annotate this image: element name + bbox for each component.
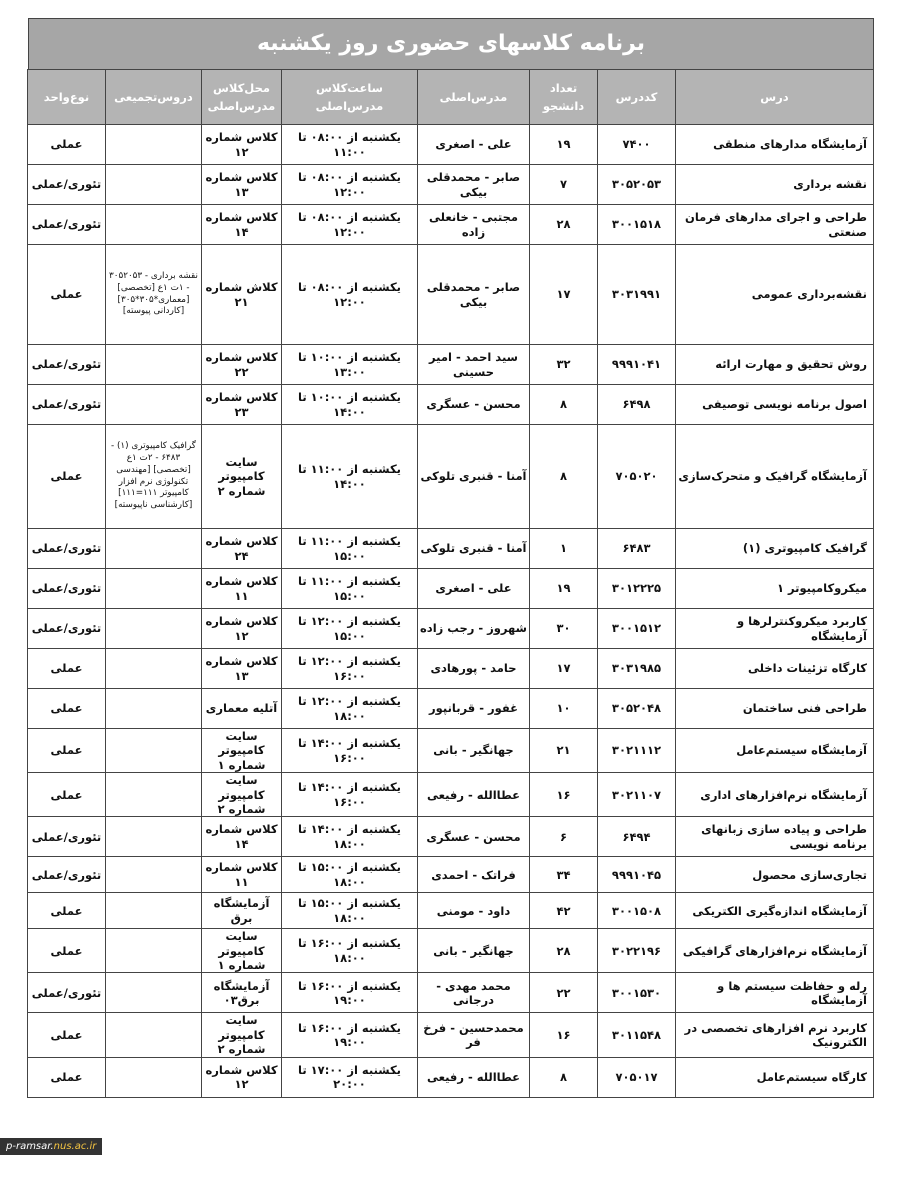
table-row (28, 729, 874, 773)
footer-domain: nus.ac.ir (53, 1141, 97, 1152)
cell-location: کلاس شماره ۲۴ (202, 529, 282, 569)
cell-code: ۳۰۰۱۵۱۸ (598, 205, 676, 245)
cell-location: آزمایشگاه برق۰۳ (202, 973, 282, 1013)
cell-teacher: حامد - پورهادی (418, 649, 530, 689)
cell-time: یکشنبه از ۱۱:۰۰ تا ۱۵:۰۰ (282, 569, 418, 609)
cell-time: یکشنبه از ۱۴:۰۰ تا ۱۶:۰۰ (282, 729, 418, 773)
schedule-table (27, 69, 874, 1098)
cell-location: کلاس شماره ۱۱ (202, 569, 282, 609)
cell-combined (106, 929, 202, 973)
cell-students: ۲۸ (530, 205, 598, 245)
cell-code: ۳۰۲۲۱۹۶ (598, 929, 676, 973)
cell-code: ۷۰۵۰۲۰ (598, 425, 676, 529)
cell-students: ۸ (530, 425, 598, 529)
table-row (28, 649, 874, 689)
cell-code: ۳۰۲۱۱۰۷ (598, 773, 676, 817)
table-row (28, 929, 874, 973)
cell-students: ۱ (530, 529, 598, 569)
cell-course: طراحی فنی ساختمان (676, 689, 874, 729)
cell-teacher: عطاالله - رفیعی (418, 1057, 530, 1097)
cell-students: ۳۲ (530, 345, 598, 385)
cell-code: ۳۰۳۱۹۹۱ (598, 245, 676, 345)
header-unit-type: نوع‌واحد (28, 70, 106, 125)
table-row (28, 893, 874, 929)
cell-course: کارگاه سیستم‌عامل (676, 1057, 874, 1097)
cell-code: ۷۰۵۰۱۷ (598, 1057, 676, 1097)
cell-time: یکشنبه از ۱۴:۰۰ تا ۱۸:۰۰ (282, 817, 418, 857)
cell-students: ۱۹ (530, 125, 598, 165)
cell-code: ۳۰۱۱۵۴۸ (598, 1013, 676, 1057)
table-row (28, 385, 874, 425)
cell-teacher: صابر - محمدقلی بیکی (418, 165, 530, 205)
table-row (28, 973, 874, 1013)
cell-time: یکشنبه از ۰۸:۰۰ تا ۱۲:۰۰ (282, 245, 418, 345)
cell-unit-type: تئوری/عملی (28, 529, 106, 569)
cell-course: آزمایشگاه سیستم‌عامل (676, 729, 874, 773)
cell-course: آزمایشگاه مدارهای منطقی (676, 125, 874, 165)
cell-unit-type: عملی (28, 929, 106, 973)
footer-prefix: p-ramsar. (6, 1141, 54, 1152)
cell-teacher: آمنا - قنبری تلوکی (418, 425, 530, 529)
cell-combined (106, 1057, 202, 1097)
cell-students: ۱۰ (530, 689, 598, 729)
cell-unit-type: تئوری/عملی (28, 973, 106, 1013)
cell-time: یکشنبه از ۱۶:۰۰ تا ۱۹:۰۰ (282, 1013, 418, 1057)
cell-code: ۳۰۳۱۹۸۵ (598, 649, 676, 689)
cell-location: کلاس شماره ۱۳ (202, 165, 282, 205)
cell-code: ۳۰۱۲۲۲۵ (598, 569, 676, 609)
cell-combined (106, 569, 202, 609)
table-header-row (28, 70, 874, 125)
cell-combined (106, 817, 202, 857)
cell-unit-type: تئوری/عملی (28, 609, 106, 649)
cell-time: یکشنبه از ۰۸:۰۰ تا ۱۲:۰۰ (282, 165, 418, 205)
table-row (28, 245, 874, 345)
cell-students: ۲۸ (530, 929, 598, 973)
cell-students: ۶ (530, 817, 598, 857)
schedule-sheet (28, 18, 874, 1178)
cell-code: ۷۴۰۰ (598, 125, 676, 165)
cell-teacher: علی - اصغری (418, 569, 530, 609)
cell-code: ۶۴۹۸ (598, 385, 676, 425)
cell-unit-type: تئوری/عملی (28, 345, 106, 385)
cell-teacher: محمد مهدی - درجانی (418, 973, 530, 1013)
cell-location: کلاس شماره ۱۳ (202, 649, 282, 689)
cell-teacher: صابر - محمدقلی بیکی (418, 245, 530, 345)
cell-students: ۱۷ (530, 649, 598, 689)
cell-time: یکشنبه از ۱۲:۰۰ تا ۱۶:۰۰ (282, 649, 418, 689)
cell-teacher: شهروز - رجب زاده (418, 609, 530, 649)
cell-students: ۳۰ (530, 609, 598, 649)
cell-combined (106, 385, 202, 425)
cell-code: ۳۰۰۱۵۳۰ (598, 973, 676, 1013)
cell-unit-type: تئوری/عملی (28, 817, 106, 857)
cell-teacher: محمدحسین - فرخ فر (418, 1013, 530, 1057)
cell-combined (106, 689, 202, 729)
cell-teacher: فراتک - احمدی (418, 857, 530, 893)
cell-students: ۱۷ (530, 245, 598, 345)
cell-unit-type: عملی (28, 425, 106, 529)
cell-combined (106, 345, 202, 385)
cell-code: ۶۴۸۳ (598, 529, 676, 569)
header-location: محل‌کلاس مدرس‌اصلی (202, 70, 282, 125)
cell-combined (106, 125, 202, 165)
cell-location: کلاس شماره ۱۲ (202, 125, 282, 165)
cell-time: یکشنبه از ۱۷:۰۰ تا ۲۰:۰۰ (282, 1057, 418, 1097)
cell-time: یکشنبه از ۱۱:۰۰ تا ۱۴:۰۰ (282, 425, 418, 529)
cell-course: اصول برنامه نویسی توصیفی (676, 385, 874, 425)
cell-unit-type: عملی (28, 649, 106, 689)
cell-code: ۳۰۵۲۰۵۳ (598, 165, 676, 205)
cell-code: ۳۰۲۱۱۱۲ (598, 729, 676, 773)
header-teacher: مدرس‌اصلی (418, 70, 530, 125)
cell-location: کلاس شماره ۱۱ (202, 857, 282, 893)
cell-time: یکشنبه از ۱۱:۰۰ تا ۱۵:۰۰ (282, 529, 418, 569)
cell-code: ۹۹۹۱۰۴۵ (598, 857, 676, 893)
table-body (28, 125, 874, 1098)
cell-teacher: جهانگیر - بانی (418, 729, 530, 773)
cell-time: یکشنبه از ۱۵:۰۰ تا ۱۸:۰۰ (282, 893, 418, 929)
cell-combined (106, 729, 202, 773)
cell-students: ۱۶ (530, 773, 598, 817)
cell-time: یکشنبه از ۱۵:۰۰ تا ۱۸:۰۰ (282, 857, 418, 893)
table-row (28, 125, 874, 165)
site-footer (0, 1138, 102, 1155)
cell-unit-type: تئوری/عملی (28, 569, 106, 609)
cell-location: سایت کامپیوتر شماره ۲ (202, 1013, 282, 1057)
cell-unit-type: عملی (28, 893, 106, 929)
cell-time: یکشنبه از ۰۸:۰۰ تا ۱۱:۰۰ (282, 125, 418, 165)
cell-teacher: عطاالله - رفیعی (418, 773, 530, 817)
cell-unit-type: عملی (28, 125, 106, 165)
header-code: کددرس (598, 70, 676, 125)
cell-teacher: جهانگیر - بانی (418, 929, 530, 973)
cell-course: آزمایشگاه اندازه‌گیری الکتریکی (676, 893, 874, 929)
header-time: ساعت‌کلاس مدرس‌اصلی (282, 70, 418, 125)
cell-course: آزمایشگاه نرم‌افزارهای گرافیکی (676, 929, 874, 973)
cell-combined (106, 649, 202, 689)
table-row (28, 1057, 874, 1097)
cell-students: ۴۲ (530, 893, 598, 929)
cell-unit-type: عملی (28, 1013, 106, 1057)
cell-teacher: محسن - عسگری (418, 385, 530, 425)
cell-code: ۳۰۰۱۵۱۲ (598, 609, 676, 649)
cell-unit-type: عملی (28, 729, 106, 773)
cell-combined (106, 609, 202, 649)
cell-teacher: محسن - عسگری (418, 817, 530, 857)
cell-location: کلاس شماره ۲۳ (202, 385, 282, 425)
cell-students: ۷ (530, 165, 598, 205)
cell-course: طراحی و اجرای مدارهای فرمان صنعتی (676, 205, 874, 245)
cell-combined (106, 773, 202, 817)
cell-location: کلاس شماره ۱۴ (202, 205, 282, 245)
cell-combined: گرافیک کامپیوتری (۱) - ۶۴۸۳ - ۲ت ۱ع [تخصصی] [مهندسی تکنولوژی نرم افزار کامپیوتر ۱۱۱=۱۱۱] [کارشناسی ناپیوسته] (106, 425, 202, 529)
cell-combined (106, 165, 202, 205)
cell-time: یکشنبه از ۱۲:۰۰ تا ۱۸:۰۰ (282, 689, 418, 729)
cell-location: سایت کامپیوتر شماره ۲ (202, 773, 282, 817)
cell-unit-type: عملی (28, 773, 106, 817)
cell-course: طراحی و پیاده سازی زبانهای برنامه نویسی (676, 817, 874, 857)
cell-course: نقشه‌برداری عمومی (676, 245, 874, 345)
cell-combined (106, 973, 202, 1013)
cell-students: ۸ (530, 385, 598, 425)
table-row (28, 529, 874, 569)
cell-course: آزمایشگاه گرافیک و متحرک‌سازی (676, 425, 874, 529)
cell-time: یکشنبه از ۰۸:۰۰ تا ۱۲:۰۰ (282, 205, 418, 245)
cell-unit-type: تئوری/عملی (28, 385, 106, 425)
table-row (28, 165, 874, 205)
cell-students: ۲۱ (530, 729, 598, 773)
cell-time: یکشنبه از ۱۴:۰۰ تا ۱۶:۰۰ (282, 773, 418, 817)
cell-location: آتلیه معماری (202, 689, 282, 729)
cell-combined (106, 205, 202, 245)
cell-location: سایت کامپیوتر شماره ۲ (202, 425, 282, 529)
cell-students: ۸ (530, 1057, 598, 1097)
cell-unit-type: تئوری/عملی (28, 857, 106, 893)
cell-code: ۹۹۹۱۰۴۱ (598, 345, 676, 385)
cell-combined (106, 857, 202, 893)
cell-course: کاربرد میکروکنترلرها و آزمایشگاه (676, 609, 874, 649)
cell-unit-type: عملی (28, 689, 106, 729)
cell-students: ۳۴ (530, 857, 598, 893)
cell-students: ۲۲ (530, 973, 598, 1013)
cell-course: کاربرد نرم افزارهای تخصصی در الکترونیک (676, 1013, 874, 1057)
cell-location: کلاس شماره ۲۲ (202, 345, 282, 385)
cell-time: یکشنبه از ۱۰:۰۰ تا ۱۳:۰۰ (282, 345, 418, 385)
cell-combined (106, 529, 202, 569)
cell-code: ۳۰۰۱۵۰۸ (598, 893, 676, 929)
cell-time: یکشنبه از ۱۰:۰۰ تا ۱۴:۰۰ (282, 385, 418, 425)
cell-course: کارگاه تزئینات داخلی (676, 649, 874, 689)
cell-teacher: مجتبی - خانعلی زاده (418, 205, 530, 245)
cell-location: کلاش شماره ۲۱ (202, 245, 282, 345)
cell-course: روش تحقیق و مهارت ارائه (676, 345, 874, 385)
cell-combined (106, 893, 202, 929)
cell-location: سایت کامپیوتر شماره ۱ (202, 729, 282, 773)
cell-combined: نقشه برداری - ۳۰۵۲۰۵۳ - ۱ت ۱ع [تخصصی] [معماری*۳۰۵*۳۰۵] [کاردانی پیوسته] (106, 245, 202, 345)
cell-course: آزمایشگاه نرم‌افزارهای اداری (676, 773, 874, 817)
cell-course: رله و حفاظت سیستم ها و آزمایشگاه (676, 973, 874, 1013)
cell-course: تجاری‌سازی محصول (676, 857, 874, 893)
cell-code: ۳۰۵۲۰۴۸ (598, 689, 676, 729)
table-row (28, 1013, 874, 1057)
table-row (28, 425, 874, 529)
header-students: تعداد دانشجو (530, 70, 598, 125)
cell-location: کلاس شماره ۱۲ (202, 1057, 282, 1097)
cell-students: ۱۶ (530, 1013, 598, 1057)
header-course: درس (676, 70, 874, 125)
cell-teacher: غفور - قربانپور (418, 689, 530, 729)
cell-unit-type: عملی (28, 245, 106, 345)
cell-location: آزمایشگاه برق (202, 893, 282, 929)
cell-course: گرافیک کامپیوتری (۱) (676, 529, 874, 569)
cell-unit-type: تئوری/عملی (28, 165, 106, 205)
table-row (28, 689, 874, 729)
cell-teacher: داود - مومنی (418, 893, 530, 929)
cell-location: کلاس شماره ۱۲ (202, 609, 282, 649)
cell-course: میکروکامپیوتر ۱ (676, 569, 874, 609)
cell-time: یکشنبه از ۱۲:۰۰ تا ۱۵:۰۰ (282, 609, 418, 649)
cell-time: یکشنبه از ۱۶:۰۰ تا ۱۹:۰۰ (282, 973, 418, 1013)
cell-location: سایت کامپیوتر شماره ۱ (202, 929, 282, 973)
cell-location: کلاس شماره ۱۴ (202, 817, 282, 857)
cell-unit-type: تئوری/عملی (28, 205, 106, 245)
table-row (28, 569, 874, 609)
cell-unit-type: عملی (28, 1057, 106, 1097)
header-combined: دروس‌تجمیعی (106, 70, 202, 125)
cell-teacher: سید احمد - امیر حسینی (418, 345, 530, 385)
table-row (28, 345, 874, 385)
cell-time: یکشنبه از ۱۶:۰۰ تا ۱۸:۰۰ (282, 929, 418, 973)
cell-course: نقشه برداری (676, 165, 874, 205)
table-row (28, 609, 874, 649)
table-row (28, 773, 874, 817)
cell-code: ۶۴۹۴ (598, 817, 676, 857)
page-title: برنامه کلاسهای حضوری روز یکشنبه (28, 18, 874, 69)
cell-teacher: آمنا - قنبری تلوکی (418, 529, 530, 569)
cell-students: ۱۹ (530, 569, 598, 609)
cell-teacher: علی - اصغری (418, 125, 530, 165)
table-row (28, 205, 874, 245)
cell-combined (106, 1013, 202, 1057)
table-row (28, 857, 874, 893)
table-row (28, 817, 874, 857)
